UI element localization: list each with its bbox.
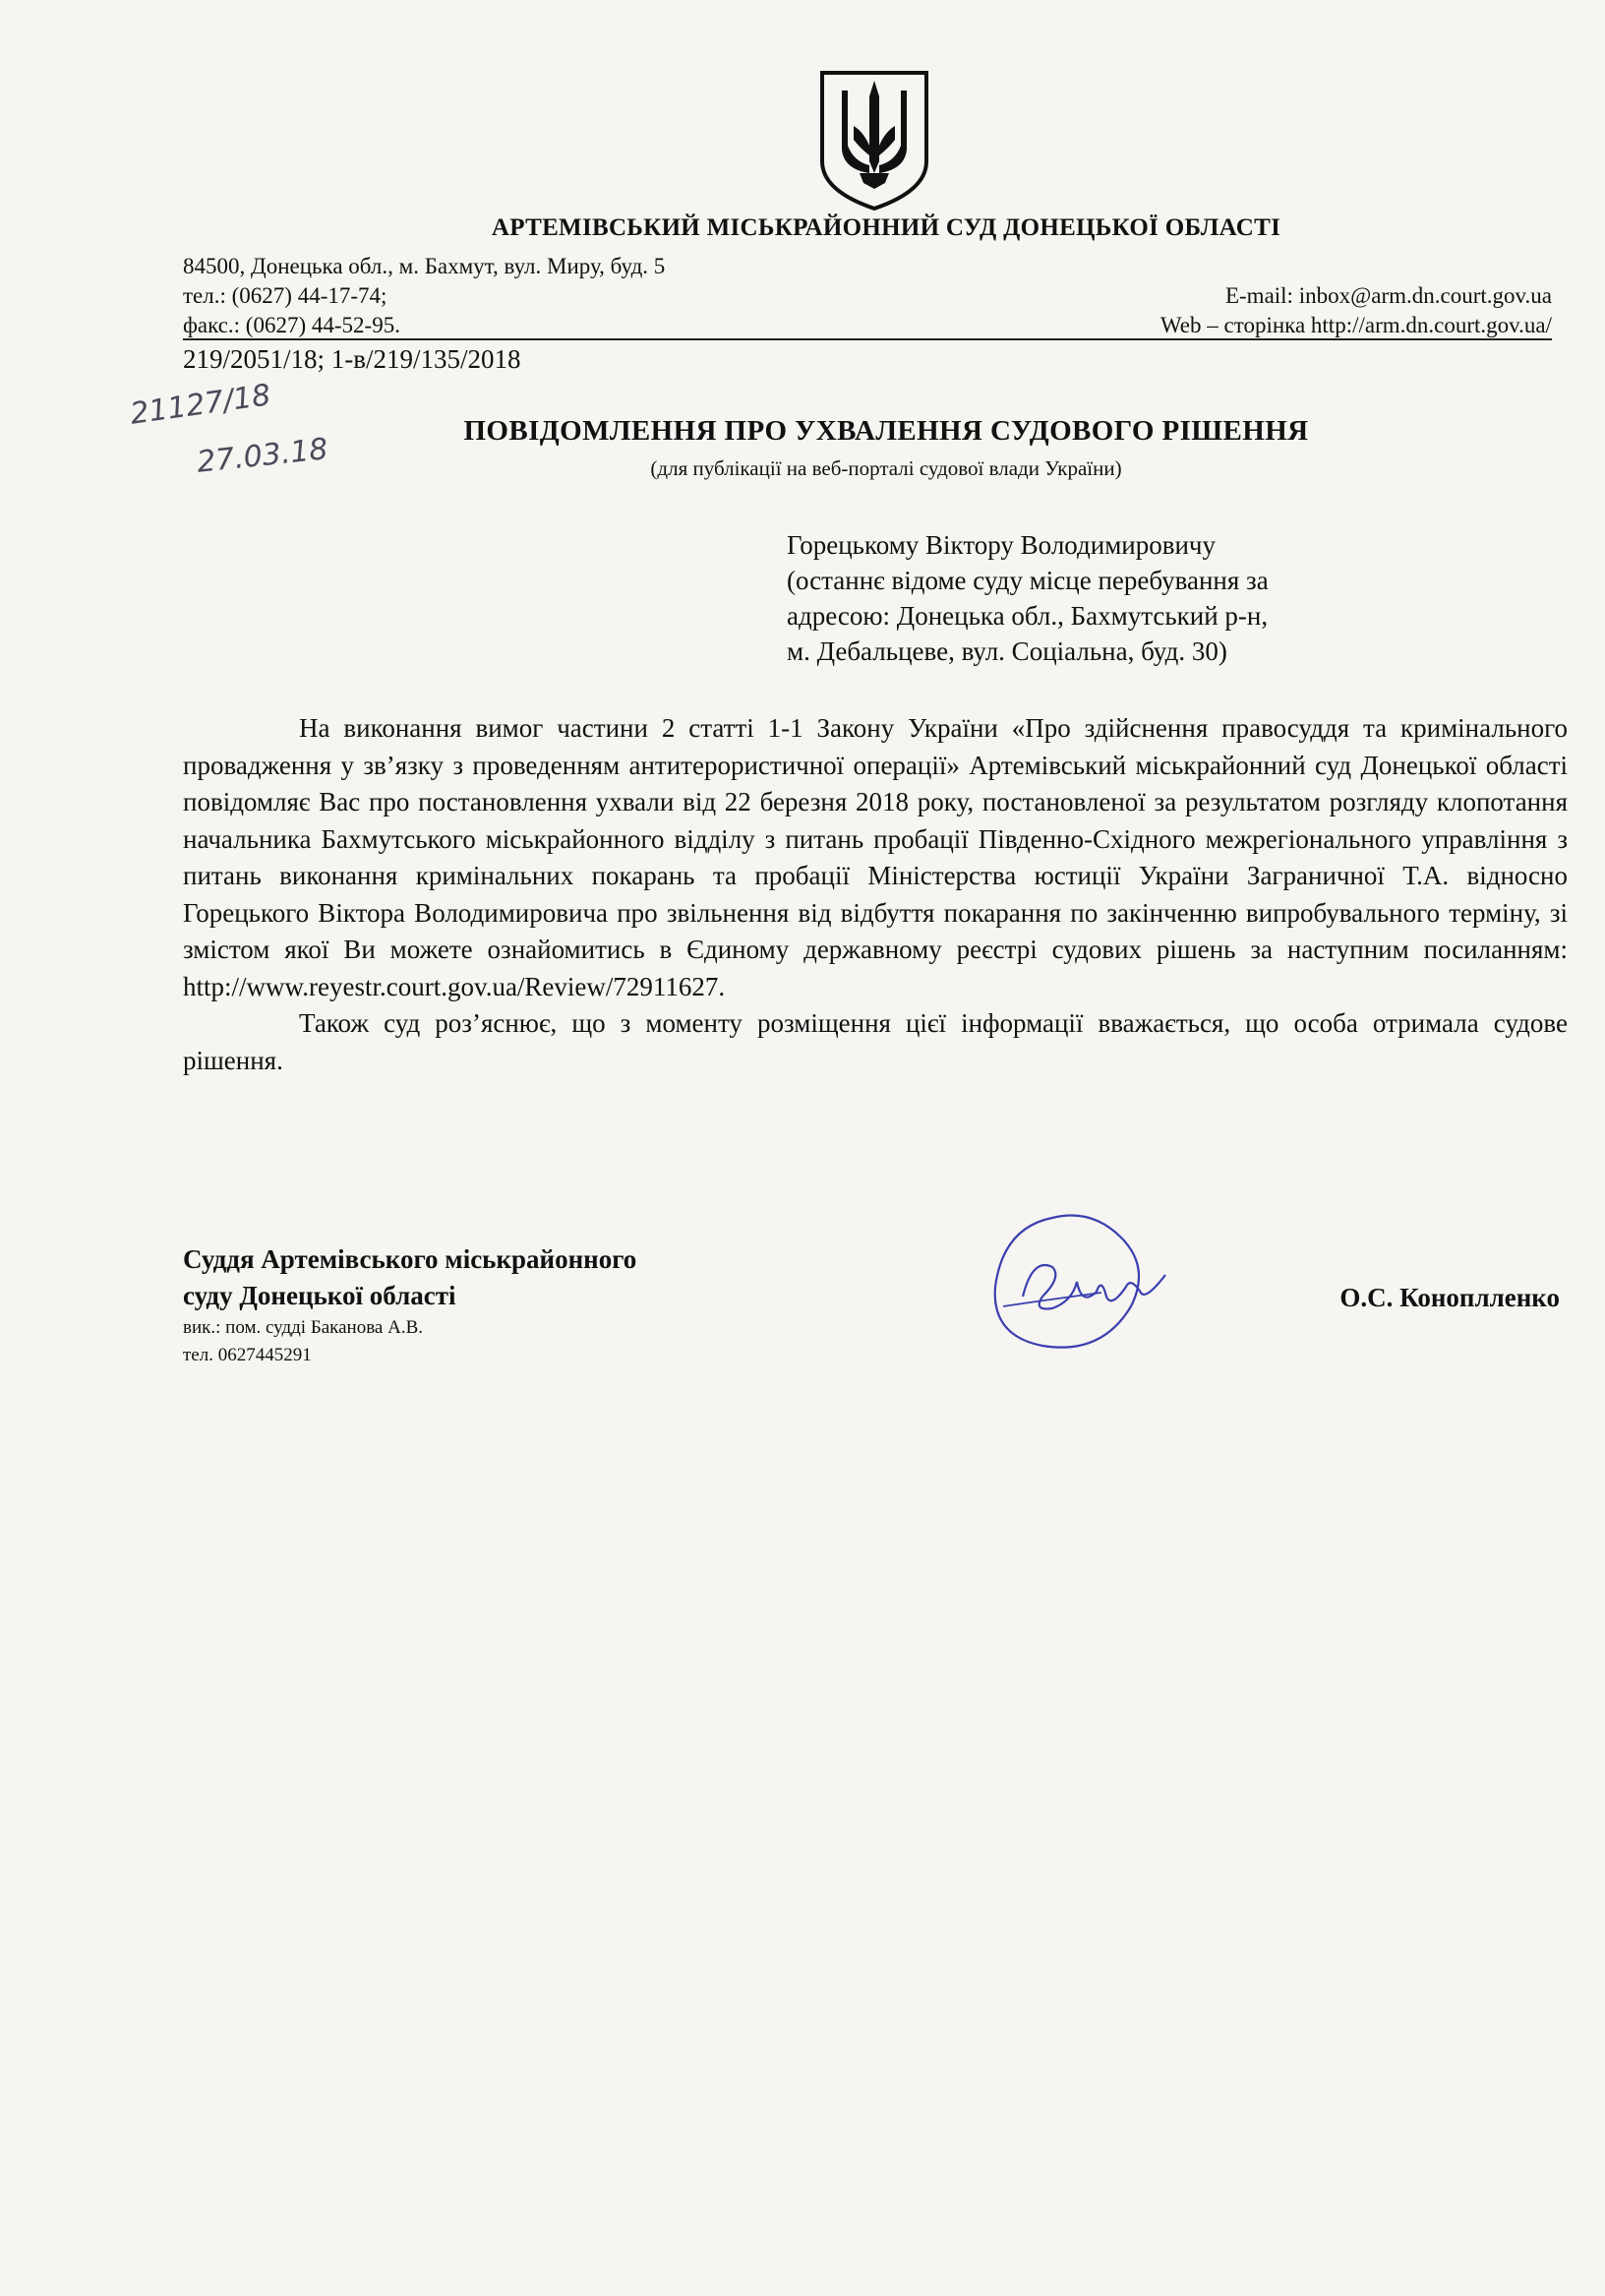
executor-name: вик.: пом. судді Баканова А.В.	[183, 1317, 424, 1338]
court-fax: факс.: (0627) 44-52-95.	[183, 313, 400, 337]
document-title: ПОВІДОМЛЕННЯ ПРО УХВАЛЕННЯ СУДОВОГО РІШЕННЯ	[463, 415, 1309, 447]
court-name: АРТЕМІВСЬКИЙ МІСЬКРАЙОННИЙ СУД ДОНЕЦЬКОЇ ОБЛАСТІ	[491, 214, 1281, 241]
judge-name: О.С. Коноплленко	[1339, 1283, 1560, 1312]
judge-title-line: суду Донецької області	[183, 1281, 456, 1310]
court-address: 84500, Донецька обл., м. Бахмут, вул. Миру, буд. 5	[183, 254, 666, 278]
case-numbers: 219/2051/18; 1-в/219/135/2018	[183, 344, 521, 374]
judge-title	[183, 1241, 636, 1314]
addressee-block	[787, 527, 1269, 669]
court-website: Web – сторінка http://arm.dn.court.gov.ua/	[1159, 313, 1552, 337]
executor-info	[183, 1314, 423, 1369]
judge-title-line: Суддя Артемівського міськрайонного	[183, 1244, 637, 1274]
body-paragraph: На виконання вимог частини 2 статті 1-1 Закону України «Про здійснення правосуддя та кримінального провадження у зв’язку з проведенням антитерористичної операції» Артемівський міськрайонний суд Донецької області повідомляє Вас про постановлення ухвали від 22 березня 2018 року, постановленої за результатом розгляду клопотання начальника Бахмутського міськрайонного відділу з питань пробації Південно-Східного межрегіонального управління з питань виконання кримінальних покарань та пробації Міністерства юстиції України Заграничної Т.А. відносно Горецького Віктора Володимировича про звільнення від відбуття покарання по закінченню випробувального терміну, зі змістом якої Ви можете ознайомитись в Єдиному державному реєстрі судових рішень за наступним посиланням: http://www.reyestr.court.gov.ua/Review/72911627.	[183, 713, 1568, 1001]
court-phone: тел.: (0627) 44-17-74;	[183, 283, 387, 308]
handwritten-signature	[983, 1198, 1180, 1365]
addressee-name: Горецькому Віктору Володимировичу	[787, 530, 1217, 560]
header-divider	[183, 338, 1552, 340]
handwritten-registration-number: 21127/18	[128, 378, 273, 432]
document-subtitle: (для публікації на веб-порталі судової влади України)	[650, 456, 1122, 480]
court-email: E-mail: inbox@arm.dn.court.gov.ua	[1224, 283, 1552, 308]
executor-phone: тел. 0627445291	[183, 1345, 312, 1365]
handwritten-registration-date: 27.03.18	[195, 432, 330, 480]
trident-coat-of-arms-icon	[814, 67, 934, 212]
addressee-line: (останнє відоме суду місце перебування за	[787, 566, 1269, 595]
addressee-line: м. Дебальцеве, вул. Соціальна, буд. 30)	[787, 636, 1227, 666]
body-paragraph: Також суд роз’яснює, що з моменту розміщення цієї інформації вважається, що особа отримала судове рішення.	[183, 1008, 1568, 1075]
body-text	[183, 710, 1568, 1079]
addressee-line: адресою: Донецька обл., Бахмутський р-н,	[787, 601, 1269, 631]
